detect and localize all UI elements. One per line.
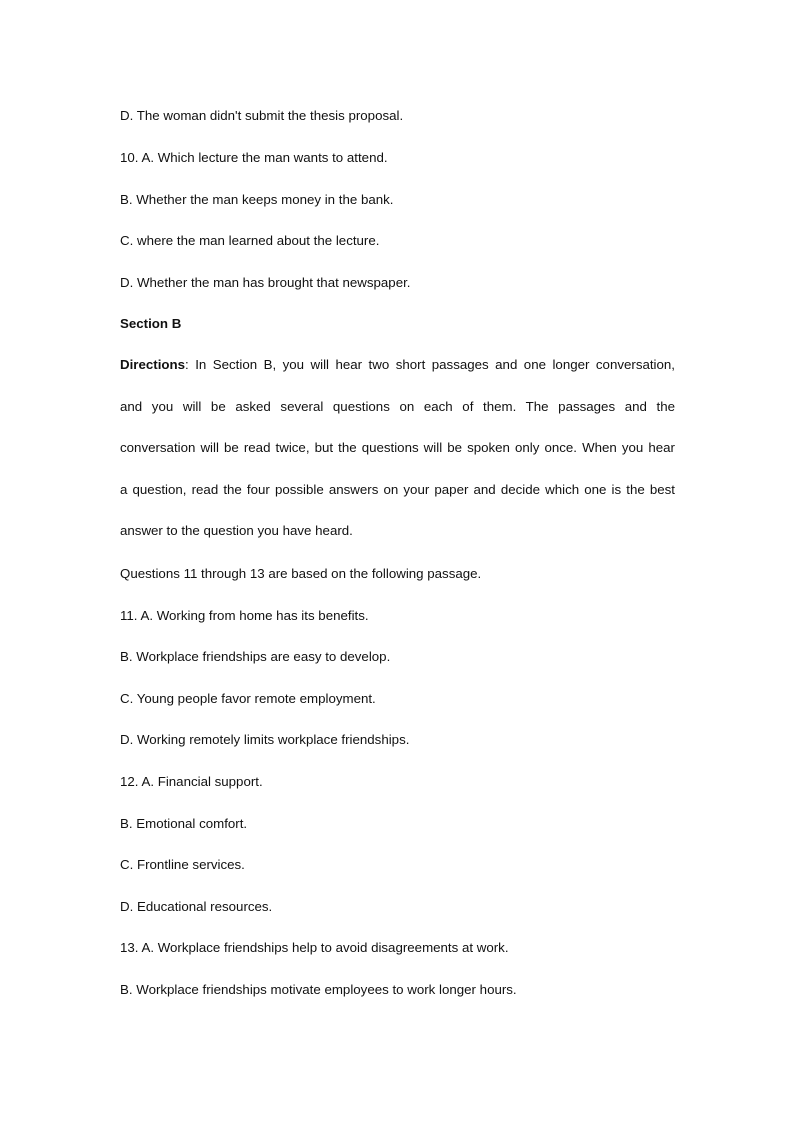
directions-line-3: conversation will be read twice, but the questions will be spoken only once. When you hear: [120, 440, 675, 456]
question-12-option-c: C. Frontline services.: [120, 857, 245, 872]
passage-intro: Questions 11 through 13 are based on the following passage.: [120, 566, 482, 581]
question-9-option-d: D. The woman didn't submit the thesis proposal.: [120, 108, 404, 123]
directions-line-1-text: : In Section B, you will hear two short passages and one longer conversation,: [185, 357, 675, 372]
question-10-option-c: C. where the man learned about the lecture.: [120, 233, 380, 248]
section-b-heading: Section B: [120, 316, 182, 331]
directions-paragraph: [120, 356, 675, 564]
question-11-option-a: 11. A. Working from home has its benefits.: [120, 608, 369, 623]
question-11-option-b: B. Workplace friendships are easy to develop.: [120, 649, 391, 664]
question-12-option-d: D. Educational resources.: [120, 899, 273, 914]
question-13-option-a: 13. A. Workplace friendships help to avoid disagreements at work.: [120, 940, 509, 955]
question-12-option-a: 12. A. Financial support.: [120, 774, 263, 789]
question-11-option-d: D. Working remotely limits workplace friendships.: [120, 732, 410, 747]
directions-label: Directions: [120, 357, 186, 372]
question-10-option-b: B. Whether the man keeps money in the bank.: [120, 192, 394, 207]
directions-line-2: and you will be asked several questions on each of them. The passages and the: [120, 398, 675, 414]
directions-line-1: [120, 356, 675, 398]
question-13-option-b: B. Workplace friendships motivate employees to work longer hours.: [120, 982, 517, 997]
directions-line-4: a question, read the four possible answers on your paper and decide which one is the best: [120, 481, 675, 497]
question-10-option-d: D. Whether the man has brought that newspaper.: [120, 275, 411, 290]
question-11-option-c: C. Young people favor remote employment.: [120, 691, 376, 706]
question-12-option-b: B. Emotional comfort.: [120, 816, 248, 831]
question-10-option-a: 10. A. Which lecture the man wants to attend.: [120, 150, 388, 165]
directions-line-5: answer to the question you have heard.: [120, 523, 353, 539]
